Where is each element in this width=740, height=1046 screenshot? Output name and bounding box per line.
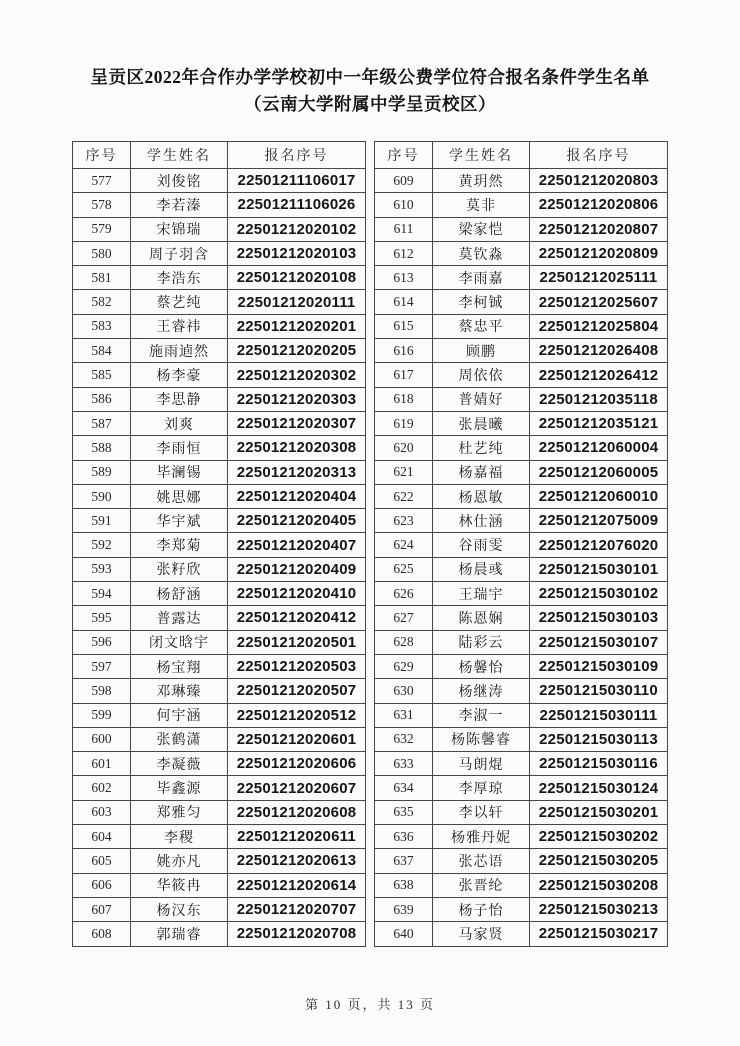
registration-number-cell: 22501215030109 [530,654,668,678]
table-row [375,193,668,217]
table-row [375,557,668,581]
serial-cell: 579 [73,217,131,241]
serial-cell: 590 [73,484,131,508]
serial-cell: 599 [73,703,131,727]
table-row [73,825,366,849]
serial-cell: 584 [73,339,131,363]
serial-cell: 621 [375,460,433,484]
table-row [375,509,668,533]
table-row [73,217,366,241]
registration-number-cell: 22501215030201 [530,800,668,824]
serial-cell: 632 [375,727,433,751]
student-name-cell: 李雨恒 [131,436,228,460]
student-name-cell: 顾鹏 [433,339,530,363]
student-name-cell: 蔡艺纯 [131,290,228,314]
serial-cell: 586 [73,387,131,411]
student-name-cell: 普露达 [131,606,228,630]
registration-number-cell: 22501215030103 [530,606,668,630]
student-name-cell: 刘俊铭 [131,169,228,193]
student-name-cell: 杨汉东 [131,897,228,921]
table-row [73,800,366,824]
serial-cell: 639 [375,897,433,921]
serial-cell: 582 [73,290,131,314]
student-name-cell: 杨晨彧 [433,557,530,581]
student-name-cell: 杨李豪 [131,363,228,387]
serial-cell: 580 [73,241,131,265]
serial-cell: 640 [375,922,433,946]
student-name-cell: 李凝薇 [131,752,228,776]
table-row [73,727,366,751]
student-name-cell: 李思静 [131,387,228,411]
serial-cell: 620 [375,436,433,460]
table-row [73,363,366,387]
title-line-1: 呈贡区2022年合作办学学校初中一年级公费学位符合报名条件学生名单 [90,67,650,87]
table-row [375,460,668,484]
registration-number-cell: 22501212020807 [530,217,668,241]
student-name-cell: 姚亦凡 [131,849,228,873]
registration-number-cell: 22501212020409 [228,557,366,581]
serial-cell: 604 [73,825,131,849]
registration-number-cell: 22501212020507 [228,679,366,703]
student-name-cell: 李厚琼 [433,776,530,800]
student-name-cell: 郑雅匀 [131,800,228,824]
student-name-cell: 杨陈馨睿 [433,727,530,751]
table-row [73,630,366,654]
serial-cell: 600 [73,727,131,751]
student-name-cell: 张晨曦 [433,411,530,435]
student-table-left [72,141,366,947]
student-name-cell: 张晋纶 [433,873,530,897]
student-name-cell: 杜艺纯 [433,436,530,460]
student-name-cell: 李淑一 [433,703,530,727]
serial-cell: 594 [73,582,131,606]
registration-number-cell: 22501212020601 [228,727,366,751]
serial-cell: 626 [375,582,433,606]
table-row [73,290,366,314]
table-row [73,460,366,484]
serial-cell: 607 [73,897,131,921]
table-row [375,339,668,363]
registration-number-cell: 22501212025111 [530,266,668,290]
table-row [73,776,366,800]
student-name-cell: 杨雅丹妮 [433,825,530,849]
table-row [73,752,366,776]
table-row [375,217,668,241]
table-row [375,897,668,921]
serial-cell: 629 [375,654,433,678]
registration-number-cell: 22501215030107 [530,630,668,654]
column-header-student-name-cell: 学生姓名 [131,142,228,169]
table-row [375,582,668,606]
serial-cell: 605 [73,849,131,873]
table-row [375,630,668,654]
serial-cell: 577 [73,169,131,193]
registration-number-cell: 22501212020205 [228,339,366,363]
registration-number-cell: 22501215030205 [530,849,668,873]
table-row [375,776,668,800]
student-name-cell: 李雨嘉 [433,266,530,290]
student-name-cell: 郭瑞睿 [131,922,228,946]
serial-cell: 589 [73,460,131,484]
serial-cell: 615 [375,314,433,338]
registration-number-cell: 22501212020614 [228,873,366,897]
registration-number-cell: 22501212020611 [228,825,366,849]
table-row [375,800,668,824]
column-header-serial-cell: 序号 [375,142,433,169]
table-row [375,752,668,776]
table-row [375,922,668,946]
registration-number-cell: 22501212020108 [228,266,366,290]
student-name-cell: 黄玥然 [433,169,530,193]
registration-number-cell: 22501212075009 [530,509,668,533]
serial-cell: 610 [375,193,433,217]
serial-cell: 608 [73,922,131,946]
student-name-cell: 李稷 [131,825,228,849]
registration-number-cell: 22501212020608 [228,800,366,824]
student-name-cell: 林仕涵 [433,509,530,533]
registration-number-cell: 22501215030213 [530,897,668,921]
table-row [375,411,668,435]
serial-cell: 595 [73,606,131,630]
registration-number-cell: 22501212020803 [530,169,668,193]
registration-number-cell: 22501212076020 [530,533,668,557]
serial-cell: 585 [73,363,131,387]
serial-cell: 638 [375,873,433,897]
table-row [375,679,668,703]
registration-number-cell: 22501212025607 [530,290,668,314]
serial-cell: 617 [375,363,433,387]
student-name-cell: 李以轩 [433,800,530,824]
registration-number-cell: 22501212020512 [228,703,366,727]
table-row [375,484,668,508]
table-row [73,314,366,338]
registration-number-cell: 22501212020707 [228,897,366,921]
document-title [0,0,740,118]
table-row [375,436,668,460]
serial-cell: 596 [73,630,131,654]
student-name-cell: 王瑞宇 [433,582,530,606]
student-name-cell: 普婧好 [433,387,530,411]
table-row [375,266,668,290]
student-name-cell: 宋锦瑞 [131,217,228,241]
serial-cell: 622 [375,484,433,508]
table-row [73,873,366,897]
serial-cell: 616 [375,339,433,363]
student-name-cell: 李浩东 [131,266,228,290]
roster-tables [0,141,740,947]
serial-cell: 630 [375,679,433,703]
student-name-cell: 马朗焜 [433,752,530,776]
table-row [73,533,366,557]
student-name-cell: 闭文晗宇 [131,630,228,654]
serial-cell: 598 [73,679,131,703]
student-name-cell: 梁家恺 [433,217,530,241]
table-row [375,363,668,387]
student-name-cell: 姚思娜 [131,484,228,508]
registration-number-cell: 22501211106017 [228,169,366,193]
table-row [73,703,366,727]
student-name-cell: 杨舒涵 [131,582,228,606]
table-row [375,654,668,678]
table-row [73,922,366,946]
student-name-cell: 李郑菊 [131,533,228,557]
student-name-cell: 莫非 [433,193,530,217]
serial-cell: 593 [73,557,131,581]
registration-number-cell: 22501215030111 [530,703,668,727]
student-name-cell: 刘爽 [131,411,228,435]
registration-number-cell: 22501215030110 [530,679,668,703]
registration-number-cell: 22501212026412 [530,363,668,387]
student-name-cell: 邓琳臻 [131,679,228,703]
serial-cell: 625 [375,557,433,581]
registration-number-cell: 22501212020503 [228,654,366,678]
serial-cell: 627 [375,606,433,630]
registration-number-cell: 22501212020111 [228,290,366,314]
student-name-cell: 杨子怡 [433,897,530,921]
registration-number-cell: 22501212025804 [530,314,668,338]
registration-number-cell: 22501215030113 [530,727,668,751]
student-name-cell: 华筱冉 [131,873,228,897]
table-row [73,193,366,217]
table-row [73,557,366,581]
registration-number-cell: 22501215030116 [530,752,668,776]
registration-number-cell: 22501212020501 [228,630,366,654]
student-table-right [374,141,668,947]
header-row [73,142,366,169]
table-row [375,825,668,849]
student-name-cell: 张籽欣 [131,557,228,581]
student-name-cell: 马家贤 [433,922,530,946]
table-row [73,169,366,193]
serial-cell: 636 [375,825,433,849]
student-name-cell: 蔡忠平 [433,314,530,338]
registration-number-cell: 22501212060010 [530,484,668,508]
table-row [375,873,668,897]
page-number-footer: 第 10 页，共 13 页 [304,997,435,1012]
student-name-cell: 毕澜锡 [131,460,228,484]
student-name-cell: 莫钦淼 [433,241,530,265]
header-row [375,142,668,169]
serial-cell: 635 [375,800,433,824]
registration-number-cell: 22501212020405 [228,509,366,533]
student-name-cell: 杨恩敏 [433,484,530,508]
serial-cell: 612 [375,241,433,265]
registration-number-cell: 22501212020102 [228,217,366,241]
serial-cell: 614 [375,290,433,314]
table-row [73,387,366,411]
serial-cell: 597 [73,654,131,678]
student-name-cell: 李若溱 [131,193,228,217]
table-row [73,509,366,533]
student-name-cell: 杨嘉福 [433,460,530,484]
serial-cell: 583 [73,314,131,338]
serial-cell: 609 [375,169,433,193]
column-header-registration-number-cell: 报名序号 [530,142,668,169]
student-name-cell: 何宇涵 [131,703,228,727]
table-row [73,849,366,873]
registration-number-cell: 22501212060005 [530,460,668,484]
registration-number-cell: 22501215030202 [530,825,668,849]
registration-number-cell: 22501212020404 [228,484,366,508]
table-row [73,897,366,921]
serial-cell: 619 [375,411,433,435]
registration-number-cell: 22501212060004 [530,436,668,460]
registration-number-cell: 22501215030208 [530,873,668,897]
table-row [73,241,366,265]
table-row [73,654,366,678]
table-row [73,339,366,363]
student-name-cell: 谷雨雯 [433,533,530,557]
table-row [375,533,668,557]
table-row [73,582,366,606]
registration-number-cell: 22501212020412 [228,606,366,630]
serial-cell: 581 [73,266,131,290]
student-name-cell: 杨宝翔 [131,654,228,678]
column-header-registration-number-cell: 报名序号 [228,142,366,169]
student-name-cell: 周子羽含 [131,241,228,265]
serial-cell: 602 [73,776,131,800]
table-row [375,387,668,411]
student-name-cell: 张芯语 [433,849,530,873]
registration-number-cell: 22501212020313 [228,460,366,484]
table-row [375,727,668,751]
registration-number-cell: 22501212020201 [228,314,366,338]
table-row [375,703,668,727]
table-row [73,484,366,508]
registration-number-cell: 22501215030217 [530,922,668,946]
serial-cell: 603 [73,800,131,824]
title-line-2: （云南大学附属中学呈贡校区） [244,94,496,114]
serial-cell: 601 [73,752,131,776]
registration-number-cell: 22501212020613 [228,849,366,873]
registration-number-cell: 22501212020708 [228,922,366,946]
column-header-serial-cell: 序号 [73,142,131,169]
table-row [375,606,668,630]
table-row [375,314,668,338]
table-row [73,266,366,290]
serial-cell: 591 [73,509,131,533]
serial-cell: 628 [375,630,433,654]
serial-cell: 587 [73,411,131,435]
table-row [73,606,366,630]
serial-cell: 624 [375,533,433,557]
student-name-cell: 毕鑫源 [131,776,228,800]
table-row [375,241,668,265]
registration-number-cell: 22501212020606 [228,752,366,776]
serial-cell: 631 [375,703,433,727]
registration-number-cell: 22501212035118 [530,387,668,411]
registration-number-cell: 22501212020607 [228,776,366,800]
registration-number-cell: 22501212020308 [228,436,366,460]
table-row [73,679,366,703]
registration-number-cell: 22501212020410 [228,582,366,606]
student-name-cell: 张鹤潇 [131,727,228,751]
registration-number-cell: 22501212020806 [530,193,668,217]
registration-number-cell: 22501215030124 [530,776,668,800]
serial-cell: 618 [375,387,433,411]
serial-cell: 623 [375,509,433,533]
student-name-cell: 施雨逌然 [131,339,228,363]
registration-number-cell: 22501212020407 [228,533,366,557]
table-row [73,436,366,460]
registration-number-cell: 22501212020303 [228,387,366,411]
student-name-cell: 王睿祎 [131,314,228,338]
student-name-cell: 杨继涛 [433,679,530,703]
student-name-cell: 陆彩云 [433,630,530,654]
registration-number-cell: 22501212026408 [530,339,668,363]
registration-number-cell: 22501212020307 [228,411,366,435]
serial-cell: 588 [73,436,131,460]
serial-cell: 592 [73,533,131,557]
student-name-cell: 周依依 [433,363,530,387]
registration-number-cell: 22501215030102 [530,582,668,606]
serial-cell: 606 [73,873,131,897]
student-name-cell: 杨馨怡 [433,654,530,678]
table-row [375,849,668,873]
table-row [375,290,668,314]
column-header-student-name-cell: 学生姓名 [433,142,530,169]
serial-cell: 578 [73,193,131,217]
serial-cell: 611 [375,217,433,241]
serial-cell: 637 [375,849,433,873]
student-name-cell: 陈恩娴 [433,606,530,630]
student-name-cell: 李柯铖 [433,290,530,314]
registration-number-cell: 22501212020302 [228,363,366,387]
serial-cell: 633 [375,752,433,776]
table-row [375,169,668,193]
registration-number-cell: 22501212020809 [530,241,668,265]
registration-number-cell: 22501215030101 [530,557,668,581]
serial-cell: 634 [375,776,433,800]
student-name-cell: 华宇斌 [131,509,228,533]
registration-number-cell: 22501212020103 [228,241,366,265]
serial-cell: 613 [375,266,433,290]
table-row [73,411,366,435]
registration-number-cell: 22501211106026 [228,193,366,217]
registration-number-cell: 22501212035121 [530,411,668,435]
